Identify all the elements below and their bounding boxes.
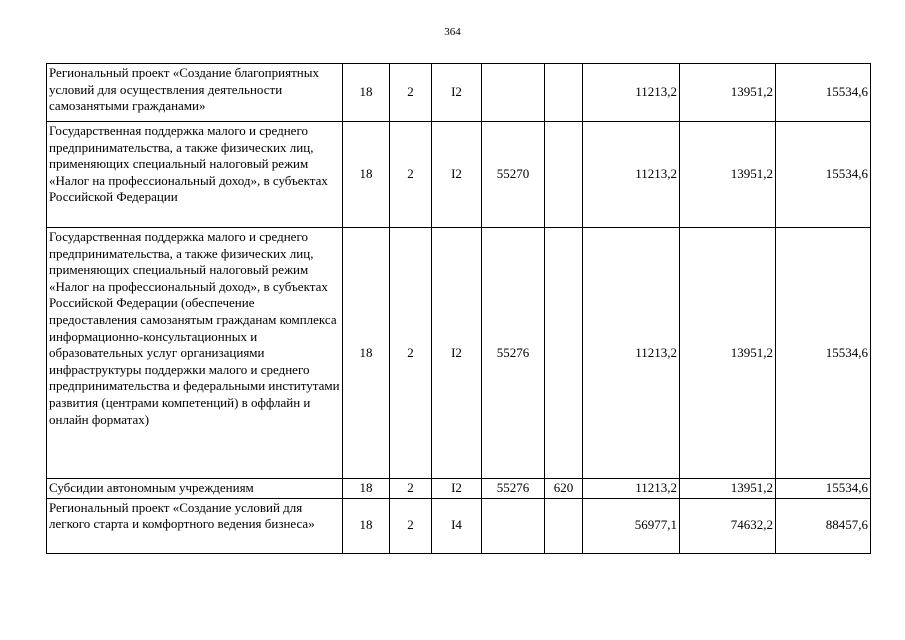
amount-year-1: 56977,1 xyxy=(583,498,680,553)
code-ministry: 18 xyxy=(343,498,390,553)
row-description: Региональный проект «Создание условий для легкого старта и комфортного ведения бизнеса» xyxy=(47,498,343,553)
amount-year-2: 13951,2 xyxy=(680,228,776,479)
amount-year-2: 74632,2 xyxy=(680,498,776,553)
code-program: I4 xyxy=(432,498,482,553)
code-expense-type: 620 xyxy=(545,479,583,499)
code-ministry: 18 xyxy=(343,228,390,479)
row-description: Государственная поддержка малого и среднего предпринимательства, а также физических лиц, применяющих специальный налоговый режим «Налог на профессиональный доход», в субъектах Российской Федерации xyxy=(47,122,343,228)
code-section: 2 xyxy=(390,64,432,122)
amount-year-3: 15534,6 xyxy=(776,122,871,228)
table-row xyxy=(47,498,871,553)
row-description: Субсидии автономным учреждениям xyxy=(47,479,343,499)
table-row xyxy=(47,228,871,479)
amount-year-3: 15534,6 xyxy=(776,228,871,479)
amount-year-3: 15534,6 xyxy=(776,64,871,122)
code-expense-type xyxy=(545,122,583,228)
page-number: 364 xyxy=(444,26,461,38)
amount-year-1: 11213,2 xyxy=(583,122,680,228)
amount-year-2: 13951,2 xyxy=(680,64,776,122)
code-target xyxy=(482,498,545,553)
code-expense-type xyxy=(545,498,583,553)
code-section: 2 xyxy=(390,228,432,479)
code-section: 2 xyxy=(390,498,432,553)
code-program: I2 xyxy=(432,479,482,499)
code-program: I2 xyxy=(432,122,482,228)
amount-year-1: 11213,2 xyxy=(583,64,680,122)
code-expense-type xyxy=(545,228,583,479)
row-description: Государственная поддержка малого и среднего предпринимательства, а также физических лиц, применяющих специальный налоговый режим «Налог на профессиональный доход», в субъектах Российской Федерации (обеспечение предоставления самозанятым гражданам комплекса информационно-консультационных и образовательных услуг организациями инфраструктуры поддержки малого и среднего предпринимательства и федеральными институтами развития (центрами компетенций) в оффлайн и онлайн форматах) xyxy=(47,228,343,479)
amount-year-3: 15534,6 xyxy=(776,479,871,499)
code-expense-type xyxy=(545,64,583,122)
code-target: 55270 xyxy=(482,122,545,228)
table-row xyxy=(47,64,871,122)
code-ministry: 18 xyxy=(343,479,390,499)
code-program: I2 xyxy=(432,64,482,122)
amount-year-2: 13951,2 xyxy=(680,122,776,228)
code-section: 2 xyxy=(390,479,432,499)
code-target xyxy=(482,64,545,122)
code-ministry: 18 xyxy=(343,64,390,122)
code-program: I2 xyxy=(432,228,482,479)
amount-year-3: 88457,6 xyxy=(776,498,871,553)
table-row xyxy=(47,122,871,228)
code-ministry: 18 xyxy=(343,122,390,228)
code-target: 55276 xyxy=(482,228,545,479)
row-description: Региональный проект «Создание благоприятных условий для осуществления деятельности самозанятыми гражданами» xyxy=(47,64,343,122)
table-row xyxy=(47,479,871,499)
amount-year-1: 11213,2 xyxy=(583,228,680,479)
budget-table xyxy=(46,63,871,554)
amount-year-2: 13951,2 xyxy=(680,479,776,499)
code-section: 2 xyxy=(390,122,432,228)
amount-year-1: 11213,2 xyxy=(583,479,680,499)
code-target: 55276 xyxy=(482,479,545,499)
